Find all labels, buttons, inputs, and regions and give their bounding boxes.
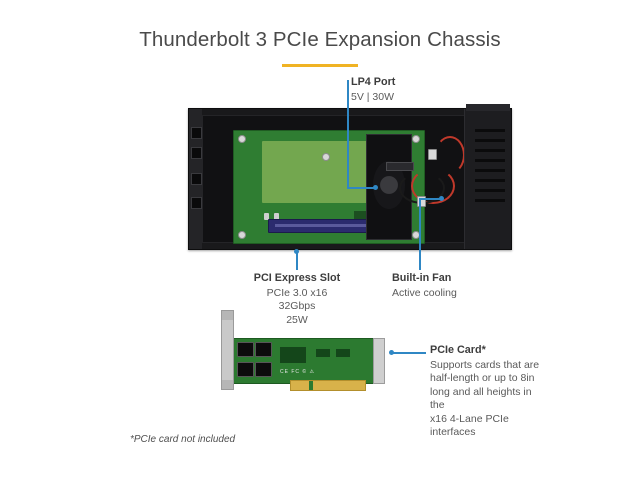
chassis-rear-port-1 [191, 127, 202, 139]
callout-card-heading: PCIe Card* [430, 344, 486, 356]
pcb-screw-top-right [412, 135, 420, 143]
pcb-screw-center [322, 153, 330, 161]
callout-card-sub-1: Supports cards that are [430, 358, 540, 371]
card-silkscreen-text: CE FC © ⚠ [280, 369, 315, 375]
callout-pci-express-slot [236, 272, 358, 327]
footnote-disclaimer: *PCIe card not included [130, 434, 236, 445]
bracket-bottom-tab [222, 380, 233, 389]
callout-pci-sub-2: 32Gbps [278, 300, 316, 312]
leader-dot-pcie-slot [294, 249, 299, 254]
callout-lp4 [351, 76, 395, 104]
card-component-1 [316, 349, 330, 357]
chassis-top-tab [466, 104, 510, 111]
card-port-1 [237, 342, 254, 357]
vent-slit-8 [475, 199, 505, 202]
callout-card-sub-2: half-length or up to 8in [430, 372, 535, 384]
pcb-screw-bottom-left [238, 231, 246, 239]
leader-dot-pcie-card [389, 350, 394, 355]
chassis-rear-port-4 [191, 197, 202, 209]
leader-line-lp4-vertical [347, 80, 349, 188]
leader-dot-lp4 [373, 185, 378, 190]
chassis-rear-port-2 [191, 147, 202, 159]
leader-line-fan-horizontal [419, 198, 441, 200]
callout-pcie-card [430, 344, 548, 440]
pcie-edge-connector [290, 380, 366, 391]
leader-line-pcie-card [392, 352, 426, 354]
chassis-rear-port-3 [191, 173, 202, 185]
callout-pci-sub-1: PCIe 3.0 x16 [266, 286, 328, 299]
callout-pci-heading: PCI Express Slot [253, 272, 341, 284]
vent-slit-6 [475, 179, 505, 182]
callout-lp4-heading: LP4 Port [351, 76, 396, 88]
vent-slit-4 [475, 159, 505, 162]
title-underline-rule [282, 64, 358, 67]
leader-line-fan-vertical [419, 198, 421, 270]
callout-built-in-fan [392, 272, 457, 300]
pcb-screw-top-left [238, 135, 246, 143]
callout-card-sub-4: x16 4-Lane PCIe interfaces [430, 412, 509, 438]
callout-card-sub-3: long and all heights in the [430, 385, 532, 411]
callout-fan-sub: Active cooling [392, 286, 457, 299]
leader-line-lp4-horizontal [347, 187, 375, 189]
vent-slit-7 [475, 189, 505, 192]
page-title: Thunderbolt 3 PCIe Expansion Chassis [139, 28, 501, 51]
pcie-connector-notch [309, 381, 313, 390]
chassis-rear-wall [464, 109, 511, 249]
card-controller-chip [280, 347, 306, 363]
callout-fan-heading: Built-in Fan [392, 272, 452, 284]
leader-line-pcie-slot [296, 252, 298, 270]
leader-dot-fan [439, 196, 444, 201]
chassis-left-rail [189, 109, 202, 249]
pcb-pale-region [262, 141, 370, 203]
bracket-top-tab [222, 311, 233, 320]
card-port-2 [237, 362, 254, 377]
card-mounting-bracket [221, 310, 234, 390]
vent-slit-2 [475, 139, 505, 142]
fan-mount-bracket [386, 162, 414, 171]
callout-pci-sub-3: 25W [286, 313, 308, 326]
expansion-chassis-illustration [188, 108, 512, 250]
vent-slit-5 [475, 169, 505, 172]
card-rear-tab [373, 338, 385, 384]
card-port-4 [255, 362, 272, 377]
card-component-2 [336, 349, 350, 357]
vent-slit-1 [475, 129, 505, 132]
chassis-interior [202, 115, 465, 243]
callout-lp4-sub: 5V | 30W [351, 90, 394, 103]
card-port-3 [255, 342, 272, 357]
vent-slit-3 [475, 149, 505, 152]
